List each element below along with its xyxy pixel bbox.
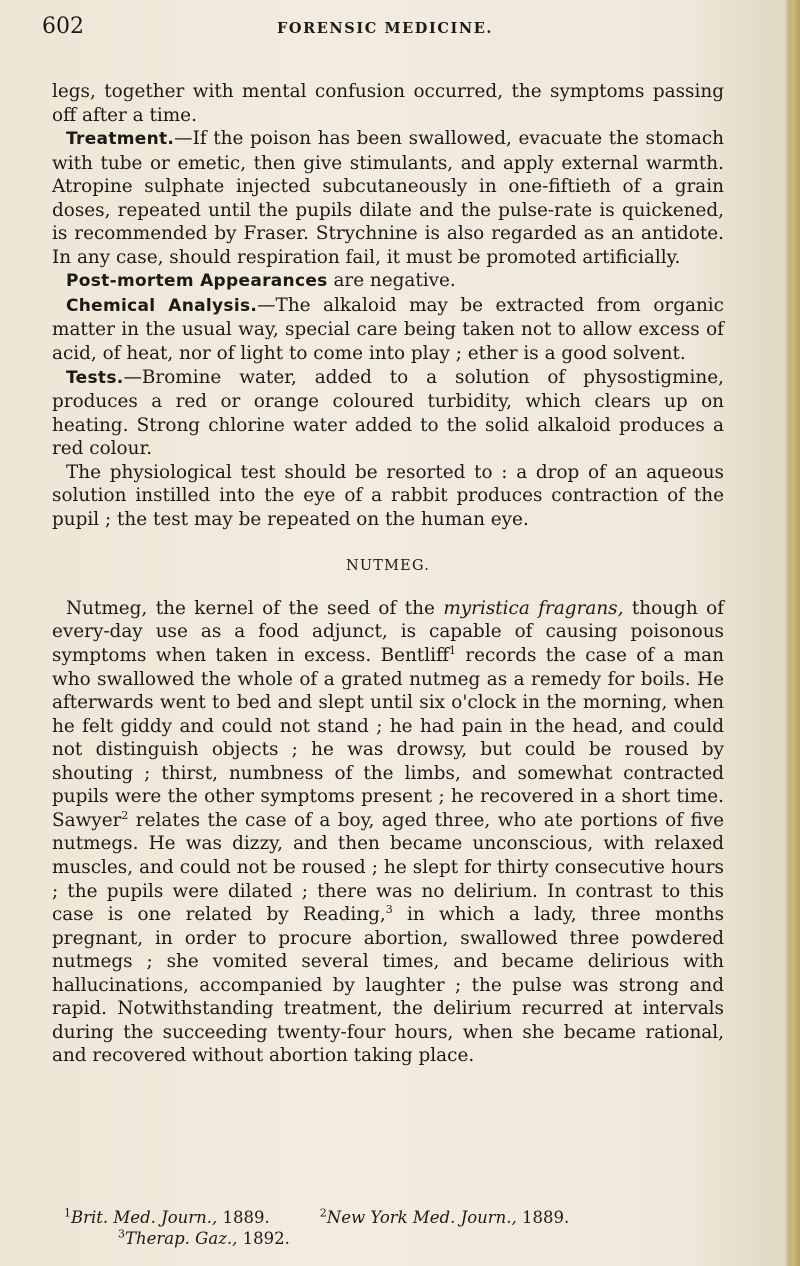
- side-heading-tests: Tests.: [66, 367, 124, 388]
- paragraph-continuation: [52, 80, 724, 127]
- footnotes: [64, 1207, 724, 1249]
- paragraph-tests: [52, 366, 724, 461]
- paragraph-text: legs, together with mental confusion occurred, the symptoms passing off after a time.: [52, 81, 724, 126]
- paragraph-text: relates the case of a boy, aged three, who ate portions of five nutmegs. He was dizzy, and then became unconscious, with relaxed muscles, and could not be roused ; he slept for thirty consecutive hours ; the pupils were dilated ; there was no delirium. In contrast to this case is one related by Reading,: [52, 809, 724, 926]
- footnote-ref: 2: [121, 808, 129, 822]
- side-heading-post-mortem: Post-mortem Appearances: [66, 271, 328, 292]
- paragraph-physiological-test: [52, 461, 724, 532]
- footnote-number: 1: [64, 1206, 71, 1220]
- footnote-2: [320, 1207, 569, 1228]
- species-name: myristica fragrans,: [443, 597, 624, 619]
- footnote-ref: 3: [385, 902, 393, 916]
- paragraph-text: The physiological test should be resorted to : a drop of an aqueous solution instilled into the eye of a rabbit produces contraction of the pupil ; the test may be repeated on the human eye.: [52, 461, 724, 530]
- footnote-year: 1889.: [516, 1208, 570, 1227]
- footnote-year: 1889.: [217, 1208, 270, 1227]
- paragraph-nutmeg: [52, 597, 724, 1068]
- footnote-journal: Therap. Gaz.,: [125, 1229, 238, 1248]
- section-title: NUTMEG.: [345, 558, 431, 575]
- paragraph-text: Nutmeg, the kernel of the seed of the: [66, 597, 444, 619]
- page-edge: [784, 0, 800, 1266]
- page-header: [40, 14, 740, 50]
- footnote-ref: 1: [449, 643, 457, 657]
- body-text: [52, 80, 724, 1068]
- side-heading-chemical-analysis: Chemical Analysis.: [66, 295, 258, 316]
- paragraph-treatment: [52, 127, 724, 269]
- footnote-number: 3: [118, 1227, 125, 1241]
- footnote-row: [64, 1207, 724, 1228]
- paragraph-chemical-analysis: [52, 294, 724, 366]
- paragraph-text: in which a lady, three months pregnant, in order to procure abortion, swallowed three powdered nutmegs ; she vomited several times, and became delirious with hallucinations, accompanied by laughter ; the pulse was strong and rapid. Notwithstanding treatment, the delirium recurred at intervals during the succeeding twenty-four hours, when she became rational, and recovered without abortion taking place.: [52, 904, 725, 1067]
- footnote-journal: New York Med. Journ.,: [326, 1208, 517, 1227]
- paragraph-text: though of every-day use as a food adjunct, is capable of causing poisonous symptoms when taken in excess. Bentliff: [52, 597, 724, 667]
- paragraph-text: are negative.: [327, 270, 456, 292]
- paragraph-text: records the case of a man who swallowed the whole of a grated nutmeg as a remedy for boils. He afterwards went to bed and slept until six o'clock in the morning, when he felt giddy and could not stand ; he had pain in the head, and could not distinguish objects ; he was drowsy, but could be roused by shouting ; thirst, numbness of the limbs, and somewhat contracted pupils were the other symptoms present ; he recovered in a short time. Sawyer: [52, 645, 724, 831]
- paragraph-text: —Bromine water, added to a solution of physostigmine, produces a red or orange coloured turbidity, which clears up on heating. Strong chlorine water added to the solid alkaloid produces a red colour.: [52, 366, 724, 460]
- paragraph-text: —If the poison has been swallowed, evacuate the stomach with tube or emetic, then give stimulants, and apply external warmth. Atropine sulphate injected subcutaneously in one-fiftieth of a grain doses, repeated until the pupils dilate and the pulse-rate is quickened, is recommended by Fraser. Strychnine is also regarded as an antidote. In any case, should respiration fail, it must be promoted artificially.: [52, 128, 724, 268]
- paragraph-post-mortem: [52, 269, 724, 294]
- footnote-number: 2: [319, 1206, 327, 1220]
- footnote-1: [64, 1207, 270, 1228]
- page-number: 602: [42, 14, 84, 39]
- running-head: FORENSIC MEDICINE.: [276, 20, 494, 37]
- footnote-journal: Brit. Med. Journ.,: [71, 1208, 218, 1227]
- footnote-year: 1892.: [237, 1229, 290, 1248]
- paragraph-text: —The alkaloid may be extracted from organic matter in the usual way, special care being taken not to allow excess of acid, of heat, nor of light to come into play ; ether is a good solvent.: [52, 294, 724, 365]
- footnote-row: [64, 1228, 724, 1249]
- side-heading-treatment: Treatment.: [66, 129, 175, 150]
- footnote-3: [118, 1229, 290, 1248]
